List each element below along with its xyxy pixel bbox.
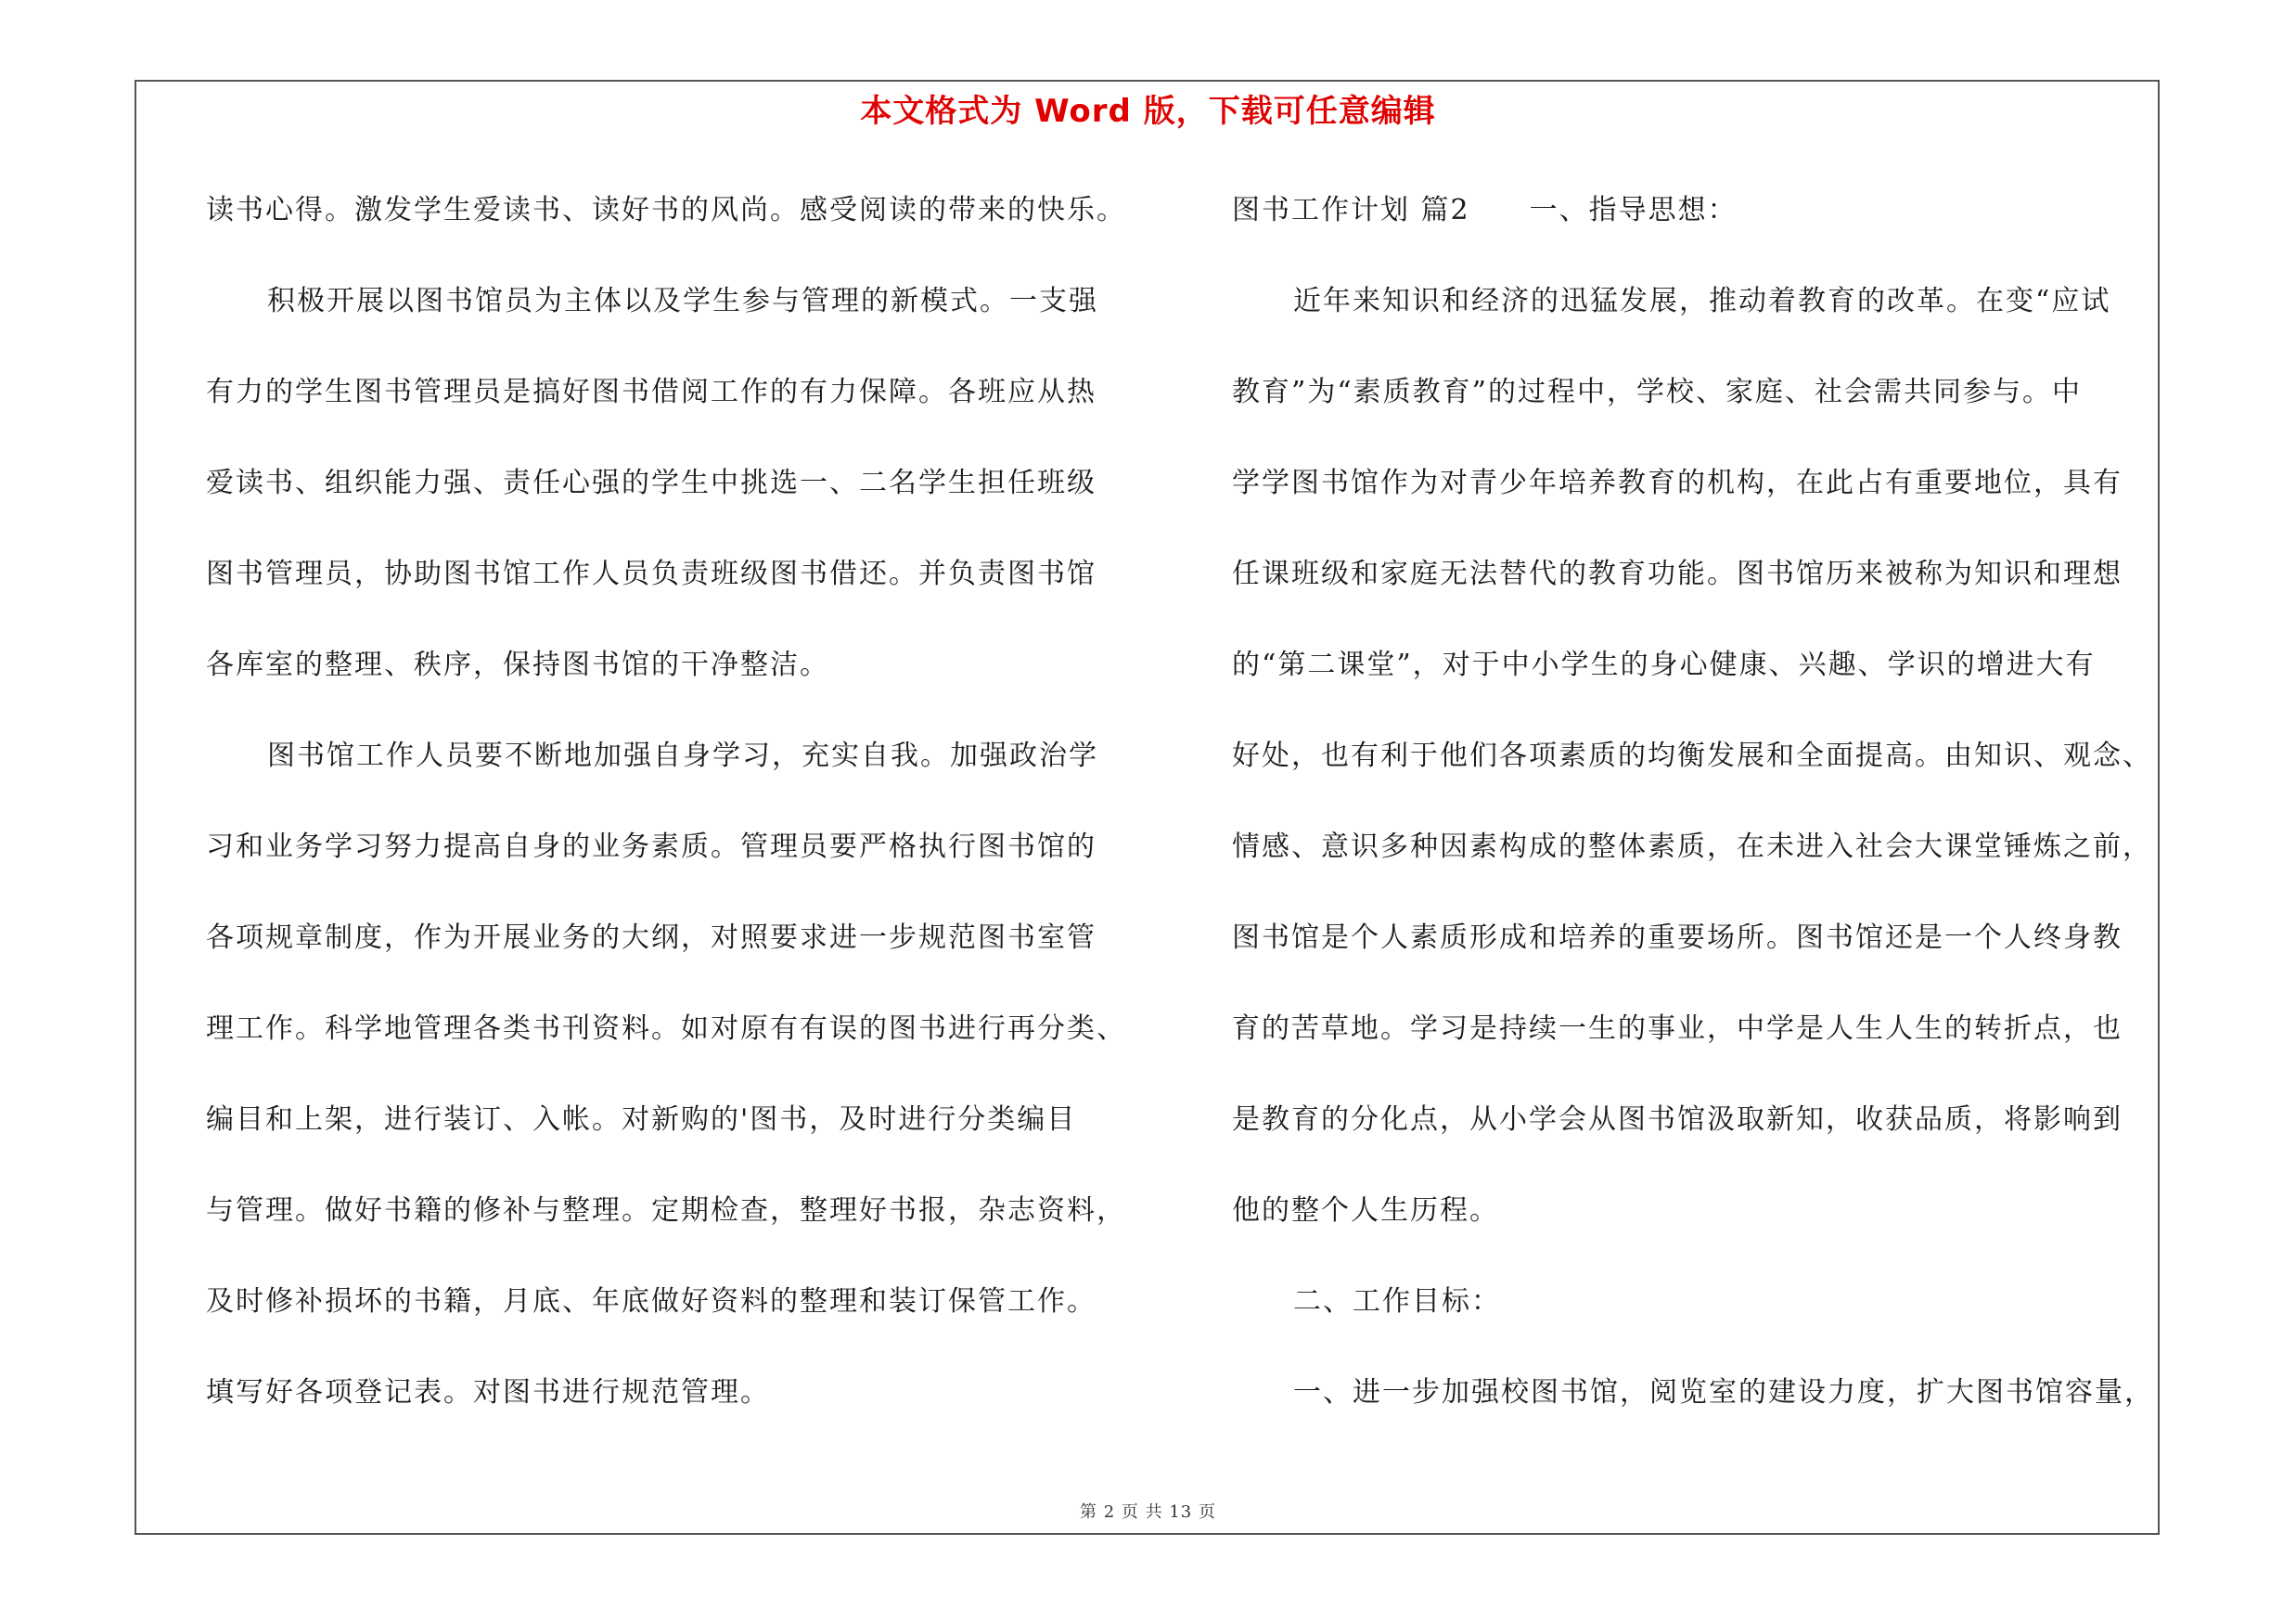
text-line: 教育”为“素质教育”的过程中，学校、家庭、社会需共同参与。中 xyxy=(1232,376,2083,408)
text-line: 是教育的分化点，从小学会从图书馆汲取新知，收获品质，将影响到 xyxy=(1232,1103,2123,1136)
text-line: 爱读书、组织能力强、责任心强的学生中挑选一、二名学生担任班级 xyxy=(206,467,1097,499)
text-line: 的“第二课堂”，对于中小学生的身心健康、兴趣、学识的增进大有 xyxy=(1232,649,2096,681)
text-line: 他的整个人生历程。 xyxy=(1232,1194,1499,1227)
text-line: 积极开展以图书馆员为主体以及学生参与管理的新模式。一支强 xyxy=(267,285,1098,317)
text-line: 一、进一步加强校图书馆，阅览室的建设力度，扩大图书馆容量， xyxy=(1293,1376,2154,1409)
text-line: 近年来知识和经济的迅猛发展，推动着教育的改革。在变“应试 xyxy=(1293,285,2111,317)
text-line: 情感、意识多种因素构成的整体素质，在未进入社会大课堂锤炼之前， xyxy=(1232,831,2152,863)
text-line: 各库室的整理、秩序，保持图书馆的干净整洁。 xyxy=(206,649,829,681)
right-text-column xyxy=(1232,184,2154,1457)
text-line: 编目和上架，进行装订、入帐。对新购的'图书，及时进行分类编目 xyxy=(206,1103,1077,1136)
text-line: 二、工作目标： xyxy=(1293,1285,1501,1318)
text-line: 习和业务学习努力提高自身的业务素质。管理员要严格执行图书馆的 xyxy=(206,831,1097,863)
text-line: 图书工作计划 篇2 一、指导思想： xyxy=(1232,194,1738,226)
text-line: 育的苦草地。学习是持续一生的事业，中学是人生人生的转折点，也 xyxy=(1232,1012,2123,1045)
text-line: 图书馆工作人员要不断地加强自身学习，充实自我。加强政治学 xyxy=(267,740,1098,772)
left-text-column xyxy=(206,184,1124,1457)
format-notice-banner: 本文格式为 Word 版，下载可任意编辑 xyxy=(860,93,1436,130)
text-line: 各项规章制度，作为开展业务的大纲，对照要求进一步规范图书室管 xyxy=(206,921,1097,954)
text-line: 理工作。科学地管理各类书刊资料。如对原有有误的图书进行再分类、 xyxy=(206,1012,1126,1045)
text-line: 填写好各项登记表。对图书进行规范管理。 xyxy=(206,1376,770,1409)
text-line: 图书管理员，协助图书馆工作人员负责班级图书借还。并负责图书馆 xyxy=(206,558,1097,590)
text-line: 读书心得。激发学生爱读书、读好书的风尚。感受阅读的带来的快乐。 xyxy=(206,194,1126,226)
text-line: 好处，也有利于他们各项素质的均衡发展和全面提高。由知识、观念、 xyxy=(1232,740,2152,772)
text-line: 与管理。做好书籍的修补与整理。定期检查，整理好书报，杂志资料， xyxy=(206,1194,1126,1227)
text-line: 学学图书馆作为对青少年培养教育的机构，在此占有重要地位，具有 xyxy=(1232,467,2123,499)
text-line: 任课班级和家庭无法替代的教育功能。图书馆历来被称为知识和理想 xyxy=(1232,558,2123,590)
text-line: 及时修补损坏的书籍，月底、年底做好资料的整理和装订保管工作。 xyxy=(206,1285,1097,1318)
text-line: 有力的学生图书管理员是搞好图书借阅工作的有力保障。各班应从热 xyxy=(206,376,1097,408)
page-number-footer: 第 2 页 共 13 页 xyxy=(1080,1502,1216,1522)
text-line: 图书馆是个人素质形成和培养的重要场所。图书馆还是一个人终身教 xyxy=(1232,921,2123,954)
